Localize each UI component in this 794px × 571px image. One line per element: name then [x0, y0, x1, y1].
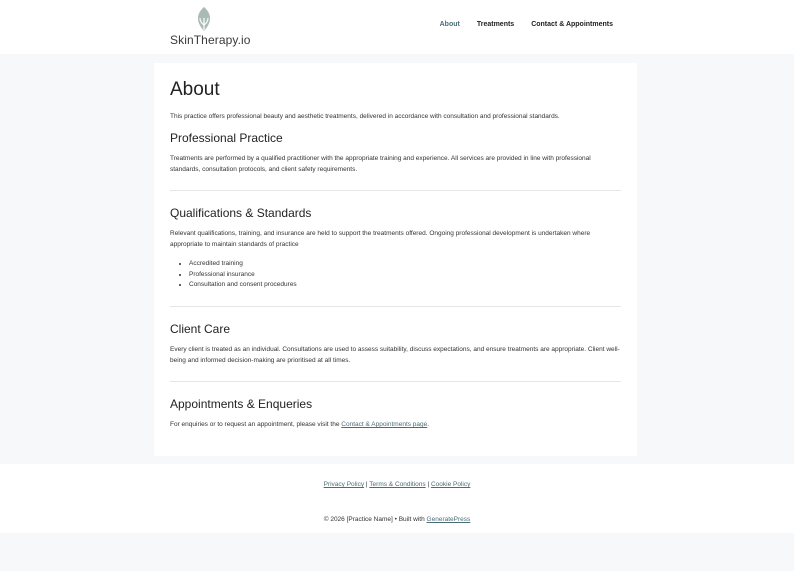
footer-separator: | [365, 481, 368, 488]
section-body-appointments: For enquiries or to request an appointment, please visit the Contact & Appointments page. [170, 421, 430, 428]
brand-logo[interactable] [170, 6, 250, 48]
section-heading-client-care: Client Care [170, 322, 231, 336]
generatepress-link[interactable]: GeneratePress [426, 516, 471, 523]
nav-item-treatments[interactable]: Treatments [476, 21, 515, 28]
section-divider [170, 306, 621, 307]
page-title: About [170, 79, 220, 100]
section-heading-professional-practice: Professional Practice [170, 131, 283, 145]
footer-separator: | [427, 481, 430, 488]
section-body-client-care: Every client is treated as an individual. Consultations are used to assess suitability, discuss expectations, and ensure treatments are appropriate. Client well-being and informed decision-making are prioritised at all times. [170, 346, 620, 364]
nav-item-contact[interactable]: Contact & Appointments [531, 21, 613, 28]
footer-links [0, 481, 794, 488]
section-heading-qualifications: Qualifications & Standards [170, 206, 312, 220]
leaf-icon [194, 6, 214, 32]
nav-item-about[interactable]: About [439, 21, 460, 28]
section-body-professional-practice: Treatments are performed by a qualified practitioner with the appropriate training and experience. All services are provided in line with professional standards, consultation protocols, and client safety requirements. [170, 155, 591, 173]
cookie-policy-link[interactable]: Cookie Policy [430, 481, 471, 488]
brand-name: SkinTherapy.io [170, 33, 251, 47]
qualifications-list [170, 259, 297, 291]
site-header [0, 0, 794, 54]
copyright: © 2026 [Practice Name] • Built with GeneratePress [323, 516, 471, 523]
intro-text: This practice offers professional beauty and aesthetic treatments, delivered in accordance with consultation and professional standards. [170, 113, 560, 120]
section-divider [170, 381, 621, 382]
list-item: • Accredited training [189, 259, 297, 270]
section-divider [170, 190, 621, 191]
main-nav [440, 21, 613, 28]
list-item: • Professional insurance [189, 270, 297, 281]
contact-page-link[interactable]: Contact & Appointments page [341, 421, 428, 428]
main-content [154, 63, 637, 456]
section-body-qualifications: Relevant qualifications, training, and insurance are held to support the treatments offered. Ongoing professional development is undertaken where appropriate to maintain standards of practice [170, 230, 591, 248]
privacy-policy-link[interactable]: Privacy Policy [323, 481, 365, 488]
section-heading-appointments: Appointments & Enqueries [170, 397, 313, 411]
terms-link[interactable]: Terms & Conditions [369, 481, 426, 488]
list-item: • Consultation and consent procedures [189, 280, 297, 291]
